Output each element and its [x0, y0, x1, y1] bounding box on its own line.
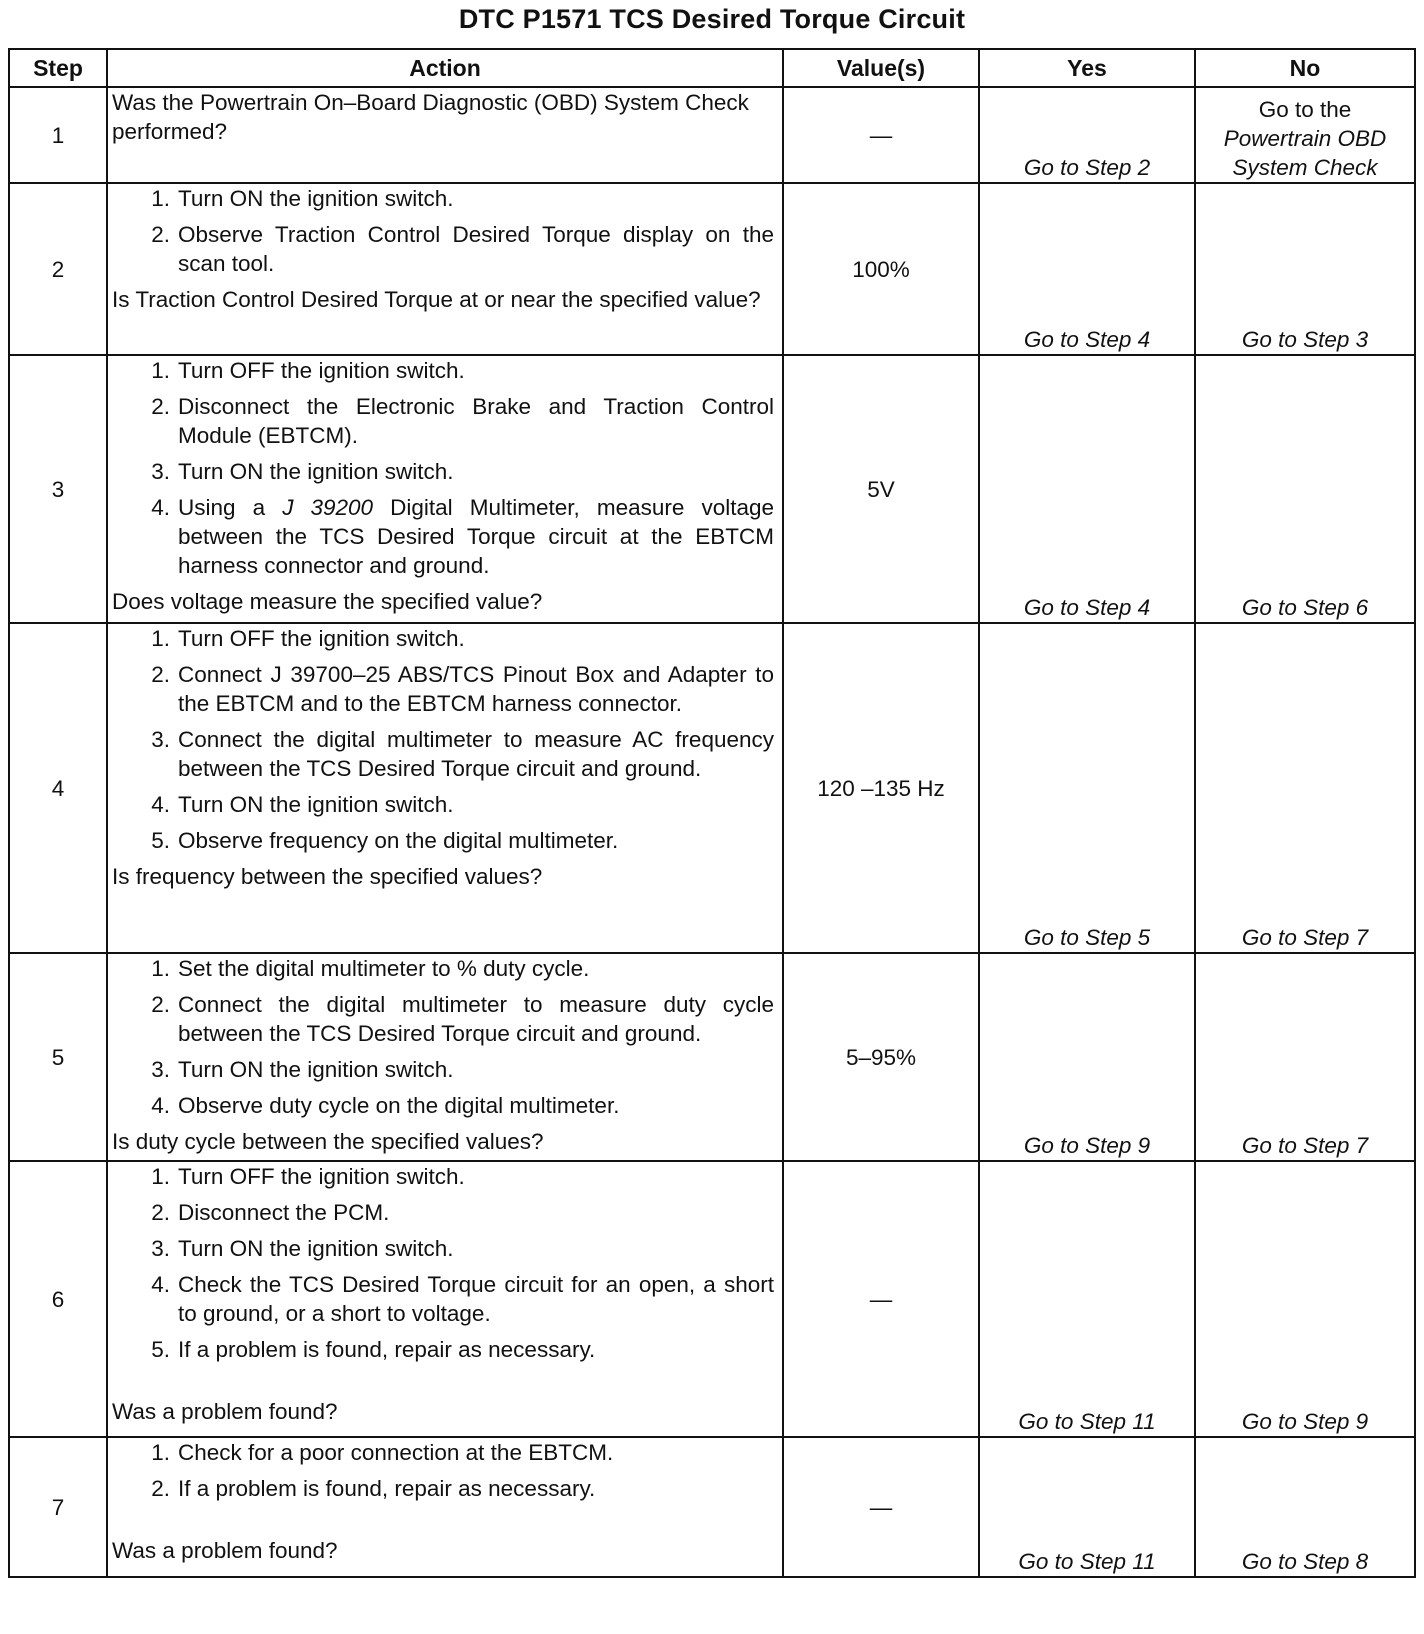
yes-cell: Go to Step 4 — [979, 183, 1195, 355]
action-cell — [107, 183, 783, 355]
substep: 1. Turn OFF the ignition switch. — [151, 626, 465, 651]
substep: 4. Check the TCS Desired Torque circuit for an open, a short to ground, or a short to voltage. — [151, 1272, 774, 1326]
substep: 3. Turn ON the ignition switch. — [151, 459, 454, 484]
substep: 1. Turn OFF the ignition switch. — [151, 358, 465, 383]
substep: 3. Turn ON the ignition switch. — [151, 1236, 454, 1261]
action-cell — [107, 1437, 783, 1577]
yes-cell: Go to Step 9 — [979, 953, 1195, 1161]
substep: 5. Observe frequency on the digital multimeter. — [151, 828, 619, 853]
value-cell: 5–95% — [783, 953, 979, 1161]
action-cell — [107, 1161, 783, 1437]
table-row — [9, 1437, 1415, 1577]
header-step: Step — [9, 49, 107, 87]
substep-list — [112, 356, 778, 580]
value-cell: 5V — [783, 355, 979, 623]
tool-reference: J 39200 — [282, 495, 374, 520]
substep: 2. Disconnect the PCM. — [151, 1200, 390, 1225]
table-row — [9, 623, 1415, 953]
action-question: Is frequency between the specified values? — [112, 864, 543, 889]
yes-cell: Go to Step 11 — [979, 1161, 1195, 1437]
substep: 1. Turn OFF the ignition switch. — [151, 1164, 465, 1189]
action-question: Does voltage measure the specified value? — [112, 589, 543, 614]
yes-cell: Go to Step 11 — [979, 1437, 1195, 1577]
no-line-2: Powertrain OBD System Check — [1223, 126, 1387, 180]
step-number: 1 — [9, 87, 107, 183]
header-row — [9, 49, 1415, 87]
step-number: 4 — [9, 623, 107, 953]
substep: 2. Observe Traction Control Desired Torque display on the scan tool. — [151, 222, 774, 276]
table-row — [9, 87, 1415, 183]
no-cell: Go to Step 9 — [1195, 1161, 1415, 1437]
no-cell — [1195, 87, 1415, 183]
action-cell — [107, 623, 783, 953]
substep: 2. If a problem is found, repair as necessary. — [151, 1476, 596, 1501]
step-number: 2 — [9, 183, 107, 355]
substep-list — [112, 624, 778, 855]
header-no: No — [1195, 49, 1415, 87]
substep: 3. Turn ON the ignition switch. — [151, 1057, 454, 1082]
substep-list — [112, 1162, 778, 1364]
value-cell: — — [783, 1161, 979, 1437]
substep-list — [112, 184, 778, 278]
header-value: Value(s) — [783, 49, 979, 87]
no-cell: Go to Step 6 — [1195, 355, 1415, 623]
no-cell: Go to Step 7 — [1195, 953, 1415, 1161]
value-cell: — — [783, 87, 979, 183]
header-action: Action — [107, 49, 783, 87]
action-cell — [107, 355, 783, 623]
action-cell — [107, 953, 783, 1161]
value-cell: 120 –135 Hz — [783, 623, 979, 953]
no-cell: Go to Step 7 — [1195, 623, 1415, 953]
diagnostic-table — [8, 48, 1416, 1578]
table-row — [9, 1161, 1415, 1437]
substep: 4. Observe duty cycle on the digital multimeter. — [151, 1093, 620, 1118]
substep-list — [112, 1438, 778, 1503]
step-number: 7 — [9, 1437, 107, 1577]
action-question: Is Traction Control Desired Torque at or near the specified value? — [112, 287, 761, 312]
step-number: 5 — [9, 953, 107, 1161]
step-number: 3 — [9, 355, 107, 623]
substep: 2. Disconnect the Electronic Brake and Traction Control Module (EBTCM). — [151, 394, 774, 448]
value-cell: — — [783, 1437, 979, 1577]
substep: 4. Using a J 39200 Digital Multimeter, measure voltage between the TCS Desired Torque circuit at the EBTCM harness connector and ground. — [151, 495, 774, 578]
action-question: Was the Powertrain On–Board Diagnostic (OBD) System Check performed? — [112, 90, 749, 144]
action-question: Was a problem found? — [112, 1399, 338, 1424]
action-cell — [107, 87, 783, 183]
substep-list — [112, 954, 778, 1120]
table-row — [9, 953, 1415, 1161]
substep: 3. Connect the digital multimeter to measure AC frequency between the TCS Desired Torque circuit and ground. — [151, 727, 774, 781]
table-row — [9, 355, 1415, 623]
no-cell: Go to Step 8 — [1195, 1437, 1415, 1577]
substep: 1. Check for a poor connection at the EBTCM. — [151, 1440, 614, 1465]
yes-cell: Go to Step 4 — [979, 355, 1195, 623]
no-cell: Go to Step 3 — [1195, 183, 1415, 355]
step-number: 6 — [9, 1161, 107, 1437]
substep: 5. If a problem is found, repair as necessary. — [151, 1337, 596, 1362]
substep: 1. Turn ON the ignition switch. — [151, 186, 454, 211]
value-cell: 100% — [783, 183, 979, 355]
substep: 4. Turn ON the ignition switch. — [151, 792, 454, 817]
yes-cell: Go to Step 5 — [979, 623, 1195, 953]
page-title: DTC P1571 TCS Desired Torque Circuit — [458, 4, 966, 34]
substep: 1. Set the digital multimeter to % duty cycle. — [151, 956, 590, 981]
substep: 2. Connect J 39700–25 ABS/TCS Pinout Box and Adapter to the EBTCM and to the EBTCM harness connector. — [151, 662, 774, 716]
action-question: Is duty cycle between the specified values? — [112, 1129, 544, 1154]
substep: 2. Connect the digital multimeter to measure duty cycle between the TCS Desired Torque circuit and ground. — [151, 992, 774, 1046]
action-question: Was a problem found? — [112, 1538, 338, 1563]
table-row — [9, 183, 1415, 355]
yes-cell: Go to Step 2 — [979, 87, 1195, 183]
no-line-1: Go to the — [1258, 97, 1352, 122]
header-yes: Yes — [979, 49, 1195, 87]
